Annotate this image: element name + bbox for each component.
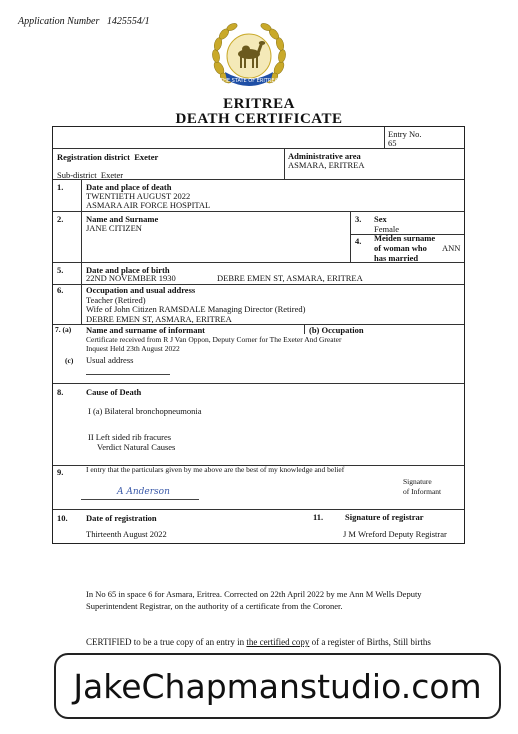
subdistrict-value: Exeter	[100, 170, 124, 180]
administrative-area-value: ASMARA, ERITREA	[288, 160, 365, 170]
address-line	[86, 374, 170, 375]
entry-label: Entry No.	[388, 129, 422, 139]
col-divider	[284, 148, 285, 179]
informant-occupation-label: (b) Occupation	[309, 325, 364, 335]
birth-label: Date and place of birth	[86, 265, 170, 275]
field-3-number: 3.	[355, 214, 362, 224]
row-divider	[53, 509, 464, 510]
application-number-value: 1425554/1	[106, 16, 150, 27]
death-place-value: ASMARA AIR FORCE HOSPITAL	[86, 200, 211, 210]
application-number	[18, 16, 150, 27]
birth-place-value: DEBRE EMEN ST, ASMARA, ERITREA	[217, 273, 363, 283]
usual-address-value: DEBRE EMEN ST, ASMARA, ERITREA	[86, 314, 232, 324]
maiden-name-value: ANN	[442, 243, 461, 253]
administrative-area-label: Administrative area	[288, 151, 361, 161]
application-number-label: Application Number	[18, 16, 100, 27]
signature-line	[81, 499, 199, 500]
field-1-number: 1.	[57, 182, 64, 192]
occupation-label: Occupation and usual address	[86, 285, 196, 295]
death-date-value: TWENTIETH AUGUST 2022	[86, 191, 191, 201]
field-2-number: 2.	[57, 214, 64, 224]
camel-emblem-icon	[209, 20, 289, 96]
entry-value: 65	[388, 138, 397, 148]
subdistrict-label: Sub-district	[57, 170, 97, 180]
name-value: JANE CITIZEN	[86, 223, 142, 233]
name-label: Name and Surname	[86, 214, 159, 224]
row-divider	[53, 148, 464, 149]
maiden-name-label-2: of woman who	[374, 243, 427, 253]
informant-address-label: Usual address	[86, 355, 134, 365]
row-divider	[53, 383, 464, 384]
certified-post: of a register of Births, Still births	[309, 637, 431, 647]
field-5-number: 5.	[57, 265, 64, 275]
occupation-value: Teacher (Retired)	[86, 295, 146, 305]
col-divider	[384, 127, 385, 148]
col-divider	[304, 324, 305, 334]
signature-label: Signature	[403, 477, 432, 486]
informant-value-1: Certificate received from R J Van Oppon, Deputy Corner for The Exeter And Greater	[86, 335, 342, 344]
registration-district-label: Registration district	[57, 152, 130, 162]
row-divider	[53, 211, 464, 212]
maiden-name-label-3: has married	[374, 253, 419, 263]
emblem-ribbon-text: THE STATE OF ERITREA	[220, 78, 278, 84]
certified-copy-text	[86, 636, 486, 648]
registrar-signature-label: Signature of registrar	[345, 512, 424, 522]
country-title: ERITREA	[223, 96, 295, 112]
field-9-number: 9.	[57, 467, 64, 477]
registrar-value: J M Wreford Deputy Registrar	[343, 529, 447, 539]
sex-value: Female	[374, 224, 400, 234]
field-6-number: 6.	[57, 285, 64, 295]
certified-pre: CERTIFIED to be a true copy of an entry in	[86, 637, 247, 647]
registration-date-label: Date of registration	[86, 513, 157, 523]
field-11-number: 11.	[313, 512, 324, 522]
certified-copy-link: the certified copy	[246, 637, 310, 647]
occupation-detail: Wife of John Citizen RAMSDALE Managing Director (Retired)	[86, 304, 306, 314]
sex-label: Sex	[374, 214, 387, 224]
informant-declaration: I entry that the particulars given by me above are the best of my knowledge and belief	[86, 465, 345, 474]
informant-label-2: of Informant	[403, 487, 442, 496]
registration-district-value: Exeter	[134, 152, 159, 162]
informant-signature: A Anderson	[117, 487, 170, 497]
cause-primary-value: I (a) Bilateral bronchopneumonia	[88, 406, 202, 416]
cause-of-death-label: Cause of Death	[86, 387, 142, 397]
field-7-number: 7. (a)	[55, 325, 72, 334]
maiden-name-label-1: Meiden surname	[374, 233, 436, 243]
informant-value-2: Inquest Held 23th August 2022	[86, 344, 180, 353]
col-divider	[350, 211, 351, 262]
registration-date-value: Thirteenth August 2022	[86, 529, 167, 539]
certificate-form	[52, 126, 465, 544]
field-10-number: 10.	[57, 513, 68, 523]
birth-date-value: 22ND NOVEMBER 1930	[86, 273, 176, 283]
field-8-number: 8.	[57, 387, 64, 397]
correction-note: In No 65 in space 6 for Asmara, Eritrea. Corrected on 22th April 2022 by me Ann M Wells Deputy Superintendent Registrar, on the authority of a certificate from the Coroner.	[86, 589, 422, 611]
watermark-banner: JakeChapmanstudio.com	[54, 653, 501, 719]
cause-secondary-value: II Left sided rib fracures	[88, 432, 172, 442]
field-4-number: 4.	[355, 236, 362, 246]
col-divider	[81, 179, 82, 284]
verdict-value: Verdict Natural Causes	[97, 442, 176, 452]
document-title: DEATH CERTIFICATE	[175, 111, 343, 127]
col-divider	[81, 284, 82, 324]
death-date-place-label: Date and place of death	[86, 182, 172, 192]
field-7c-number: (c)	[65, 356, 74, 365]
informant-label: Name and surname of informant	[86, 325, 205, 335]
